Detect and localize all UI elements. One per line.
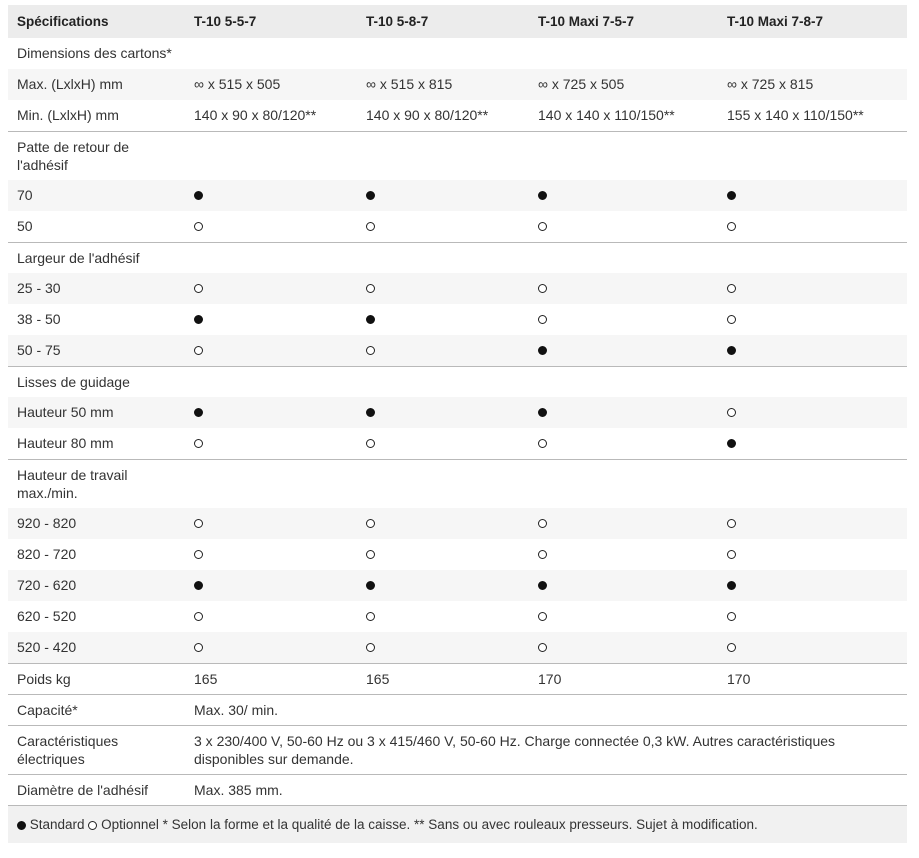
availability-cell	[529, 570, 718, 601]
section-label: Patte de retour de l'adhésif	[8, 131, 185, 180]
standard-dot-icon	[366, 191, 375, 200]
standard-dot-icon	[366, 581, 375, 590]
header-cell: T-10 Maxi 7-5-7	[529, 5, 718, 38]
cell-value: Max. 30/ min.	[185, 694, 907, 725]
row-label: Hauteur 50 mm	[8, 397, 185, 428]
availability-cell	[185, 632, 357, 663]
cell-value: ∞ x 725 x 815	[718, 69, 907, 100]
table-row	[8, 539, 907, 570]
optional-circle-icon	[366, 439, 375, 448]
header-row	[8, 5, 907, 38]
section-row	[8, 459, 907, 508]
cell-value: 3 x 230/400 V, 50-60 Hz ou 3 x 415/460 V, 50-60 Hz. Charge connectée 0,3 kW. Autres caractéristiques disponibles sur demande.	[185, 725, 907, 774]
optional-circle-icon	[538, 643, 547, 652]
row-label: Diamètre de l'adhésif	[8, 774, 185, 805]
standard-dot-icon	[538, 191, 547, 200]
row-label: Max. (LxlxH) mm	[8, 69, 185, 100]
cell-value: 170	[718, 663, 907, 694]
row-label: Hauteur 80 mm	[17, 435, 114, 451]
row-label: 25 - 30	[8, 273, 185, 304]
row-label: Min. (LxlxH) mm	[17, 107, 119, 123]
optional-circle-icon	[194, 222, 203, 231]
standard-dot-icon	[194, 315, 203, 324]
availability-cell	[185, 570, 357, 601]
standard-dot-icon	[194, 191, 203, 200]
standard-dot-icon	[538, 408, 547, 417]
optional-circle-icon	[727, 284, 736, 293]
cell-value: 155 x 140 x 110/150**	[727, 107, 864, 123]
availability-cell	[529, 211, 718, 242]
table-row	[8, 774, 907, 805]
cell-value: 165	[185, 663, 357, 694]
table-row	[8, 725, 907, 774]
table-row	[8, 69, 907, 100]
optional-circle-icon	[366, 519, 375, 528]
header-cell: T-10 Maxi 7-8-7	[718, 5, 907, 38]
availability-cell	[718, 539, 907, 570]
optional-circle-icon	[88, 821, 97, 830]
availability-cell	[357, 335, 529, 366]
optional-circle-icon	[366, 643, 375, 652]
row-label: 70	[8, 180, 185, 211]
availability-cell	[529, 508, 718, 539]
table-row	[8, 180, 907, 211]
table-row	[8, 273, 907, 304]
standard-dot-icon	[194, 581, 203, 590]
row-label: Capacité*	[8, 694, 185, 725]
cell-value: 140 x 90 x 80/120**	[366, 107, 489, 123]
row-label: 50	[17, 218, 33, 234]
optional-circle-icon	[194, 439, 203, 448]
availability-cell	[185, 211, 357, 242]
availability-cell	[529, 539, 718, 570]
availability-cell	[357, 570, 529, 601]
standard-dot-icon	[17, 821, 26, 830]
optional-circle-icon	[727, 550, 736, 559]
standard-dot-icon	[727, 439, 736, 448]
availability-cell	[529, 601, 718, 632]
availability-cell	[718, 428, 907, 459]
availability-cell	[185, 601, 357, 632]
availability-cell	[718, 273, 907, 304]
availability-cell	[357, 428, 529, 459]
availability-cell	[185, 428, 357, 459]
availability-cell	[357, 397, 529, 428]
optional-circle-icon	[727, 519, 736, 528]
availability-cell	[529, 397, 718, 428]
optional-circle-icon	[366, 612, 375, 621]
section-row	[8, 38, 907, 69]
availability-cell	[185, 273, 357, 304]
optional-circle-icon	[366, 222, 375, 231]
legend-standard: Standard	[29, 816, 85, 832]
optional-circle-icon	[538, 550, 547, 559]
availability-cell	[718, 180, 907, 211]
optional-circle-icon	[194, 612, 203, 621]
availability-cell	[718, 335, 907, 366]
legend	[8, 805, 907, 843]
row-label: 620 - 520	[17, 608, 77, 624]
table-row	[8, 601, 907, 632]
optional-circle-icon	[194, 284, 203, 293]
section-row	[8, 242, 907, 273]
availability-cell	[529, 304, 718, 335]
row-label: 820 - 720	[17, 546, 77, 562]
availability-cell	[718, 304, 907, 335]
table-row	[8, 632, 907, 663]
availability-cell	[357, 180, 529, 211]
specifications-table	[8, 5, 907, 843]
optional-circle-icon	[538, 439, 547, 448]
optional-circle-icon	[727, 408, 736, 417]
availability-cell	[529, 273, 718, 304]
table-row	[8, 100, 907, 131]
row-label: Poids kg	[8, 663, 185, 694]
cell-value: 140 x 90 x 80/120**	[194, 107, 317, 123]
optional-circle-icon	[366, 346, 375, 355]
row-label: 920 - 820	[8, 508, 185, 539]
cell-value: 165	[357, 663, 529, 694]
cell-value: ∞ x 515 x 505	[185, 69, 357, 100]
availability-cell	[357, 211, 529, 242]
section-label: Hauteur de travail max./min.	[8, 459, 185, 508]
standard-dot-icon	[194, 408, 203, 417]
availability-cell	[529, 632, 718, 663]
optional-circle-icon	[366, 550, 375, 559]
optional-circle-icon	[538, 519, 547, 528]
cell-value: ∞ x 725 x 505	[529, 69, 718, 100]
optional-circle-icon	[727, 315, 736, 324]
table-row	[8, 397, 907, 428]
availability-cell	[185, 539, 357, 570]
row-label: 520 - 420	[8, 632, 185, 663]
cell-value: Max. 385 mm.	[185, 774, 907, 805]
optional-circle-icon	[194, 550, 203, 559]
standard-dot-icon	[727, 191, 736, 200]
availability-cell	[529, 335, 718, 366]
standard-dot-icon	[366, 315, 375, 324]
availability-cell	[185, 508, 357, 539]
optional-circle-icon	[538, 284, 547, 293]
availability-cell	[718, 570, 907, 601]
table-row	[8, 570, 907, 601]
header-cell: T-10 5-5-7	[185, 5, 357, 38]
optional-circle-icon	[194, 643, 203, 652]
table-row	[8, 211, 907, 242]
row-label: 720 - 620	[8, 570, 185, 601]
header-cell: Spécifications	[8, 5, 185, 38]
optional-circle-icon	[538, 222, 547, 231]
table-row	[8, 428, 907, 459]
optional-circle-icon	[366, 284, 375, 293]
table-row	[8, 694, 907, 725]
cell-value: 170	[529, 663, 718, 694]
availability-cell	[529, 180, 718, 211]
availability-cell	[185, 304, 357, 335]
row-label: 38 - 50	[17, 311, 61, 327]
optional-circle-icon	[194, 519, 203, 528]
availability-cell	[185, 180, 357, 211]
availability-cell	[529, 428, 718, 459]
row-label: Caractéristiques électriques	[8, 725, 185, 774]
standard-dot-icon	[727, 581, 736, 590]
availability-cell	[718, 632, 907, 663]
optional-circle-icon	[727, 222, 736, 231]
availability-cell	[718, 508, 907, 539]
availability-cell	[357, 632, 529, 663]
standard-dot-icon	[366, 408, 375, 417]
availability-cell	[185, 397, 357, 428]
standard-dot-icon	[538, 346, 547, 355]
legend-row	[8, 805, 907, 843]
section-row	[8, 366, 907, 397]
availability-cell	[357, 304, 529, 335]
legend-note: * Selon la forme et la qualité de la caisse. ** Sans ou avec rouleaux presseurs. Sujet à modification.	[162, 816, 758, 832]
section-row	[8, 131, 907, 180]
availability-cell	[357, 508, 529, 539]
optional-circle-icon	[727, 612, 736, 621]
section-label: Largeur de l'adhésif	[8, 242, 907, 273]
availability-cell	[357, 539, 529, 570]
optional-circle-icon	[538, 612, 547, 621]
legend-optional: Optionnel	[101, 816, 159, 832]
table-row	[8, 335, 907, 366]
optional-circle-icon	[538, 315, 547, 324]
optional-circle-icon	[727, 643, 736, 652]
section-label: Lisses de guidage	[8, 366, 907, 397]
availability-cell	[357, 273, 529, 304]
availability-cell	[357, 601, 529, 632]
availability-cell	[185, 335, 357, 366]
standard-dot-icon	[538, 581, 547, 590]
standard-dot-icon	[727, 346, 736, 355]
table-row	[8, 508, 907, 539]
optional-circle-icon	[194, 346, 203, 355]
availability-cell	[718, 397, 907, 428]
cell-value: ∞ x 515 x 815	[357, 69, 529, 100]
section-label: Dimensions des cartons*	[17, 45, 172, 61]
table-row	[8, 304, 907, 335]
header-cell: T-10 5-8-7	[357, 5, 529, 38]
availability-cell	[718, 601, 907, 632]
cell-value: 140 x 140 x 110/150**	[538, 107, 675, 123]
table-row	[8, 663, 907, 694]
availability-cell	[718, 211, 907, 242]
row-label: 50 - 75	[8, 335, 185, 366]
